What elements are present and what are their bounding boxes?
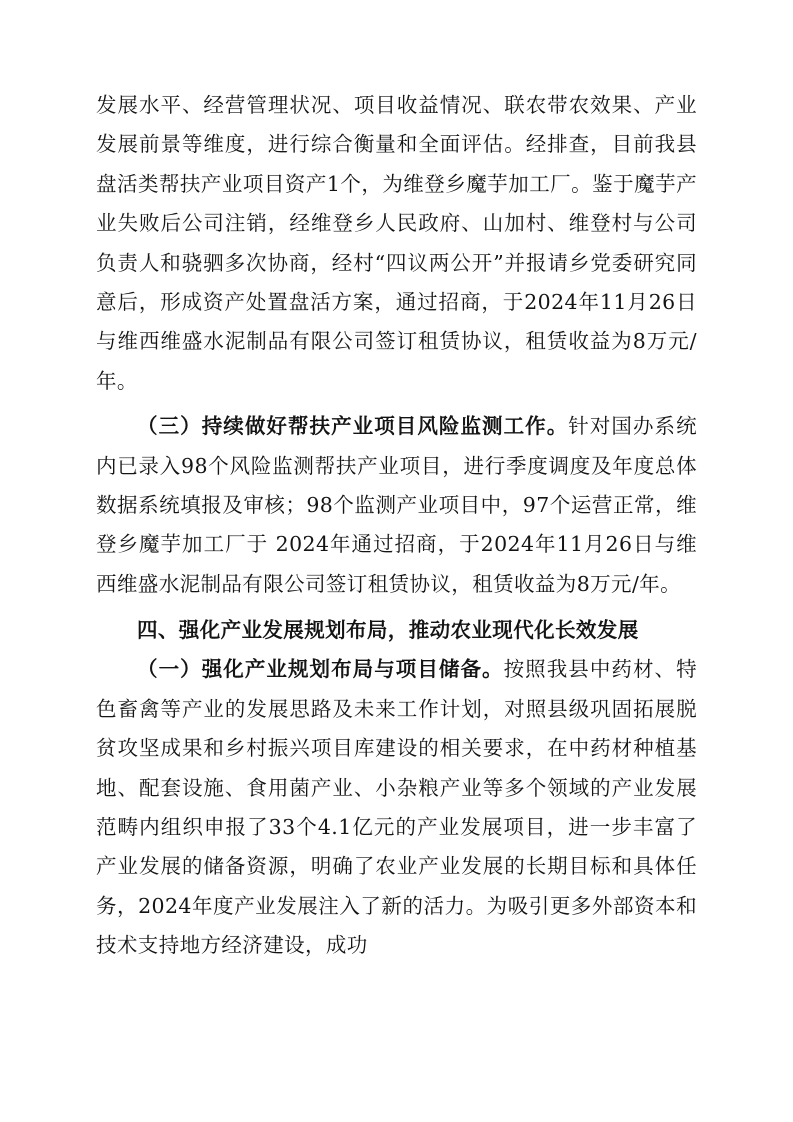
paragraph-lead: （三）持续做好帮扶产业项目风险监测工作。 (137, 414, 569, 439)
paragraph-continuation: 发展水平、经营管理状况、项目收益情况、联农带农效果、产业发展前景等维度，进行综合衡量和全面评估。经排查，目前我县盘活类帮扶产业项目资产1个，为维登乡魔芋加工厂。鉴于魔芋产业失败后公司注销，经维登乡人民政府、山加村、维登村与公司负责人和骁驷多次协商，经村“四议两公开”并报请乡党委研究同意后，形成资产处置盘活方案，通过招商，于2024年11月26日与维西维盛水泥制品有限公司签订租赁协议，租赁收益为8万元/年。 (96, 93, 697, 393)
paragraph-risk-monitoring (96, 407, 697, 604)
section-heading: 四、强化产业发展规划布局，推动农业现代化长效发展 (137, 618, 639, 643)
paragraph-body: 针对国办系统内已录入98个风险监测帮扶产业项目，进行季度调度及年度总体数据系统填报及审核；98个监测产业项目中，97个运营正常，维登乡魔芋加工厂于 2024年通过招商，于2024年11月26日与维西维盛水泥制品有限公司签订租赁协议，租赁收益为8万元/年。 (96, 414, 697, 596)
paragraph-lead: （一）强化产业规划布局与项目储备。 (137, 657, 504, 682)
paragraph-body: 按照我县中药材、特色畜禽等产业的发展思路及未来工作计划，对照县级巩固拓展脱贫攻坚成果和乡村振兴项目库建设的相关要求，在中药材种植基地、配套设施、食用菌产业、小杂粮产业等多个领域的产业发展范畴内组织申报了33个4.1亿元的产业发展项目，进一步丰富了产业发展的储备资源，明确了农业产业发展的长期目标和具体任务，2024年度产业发展注入了新的活力。为吸引更多外部资本和技术支持地方经济建设，成功 (96, 657, 697, 958)
paragraph-planning (96, 650, 697, 965)
